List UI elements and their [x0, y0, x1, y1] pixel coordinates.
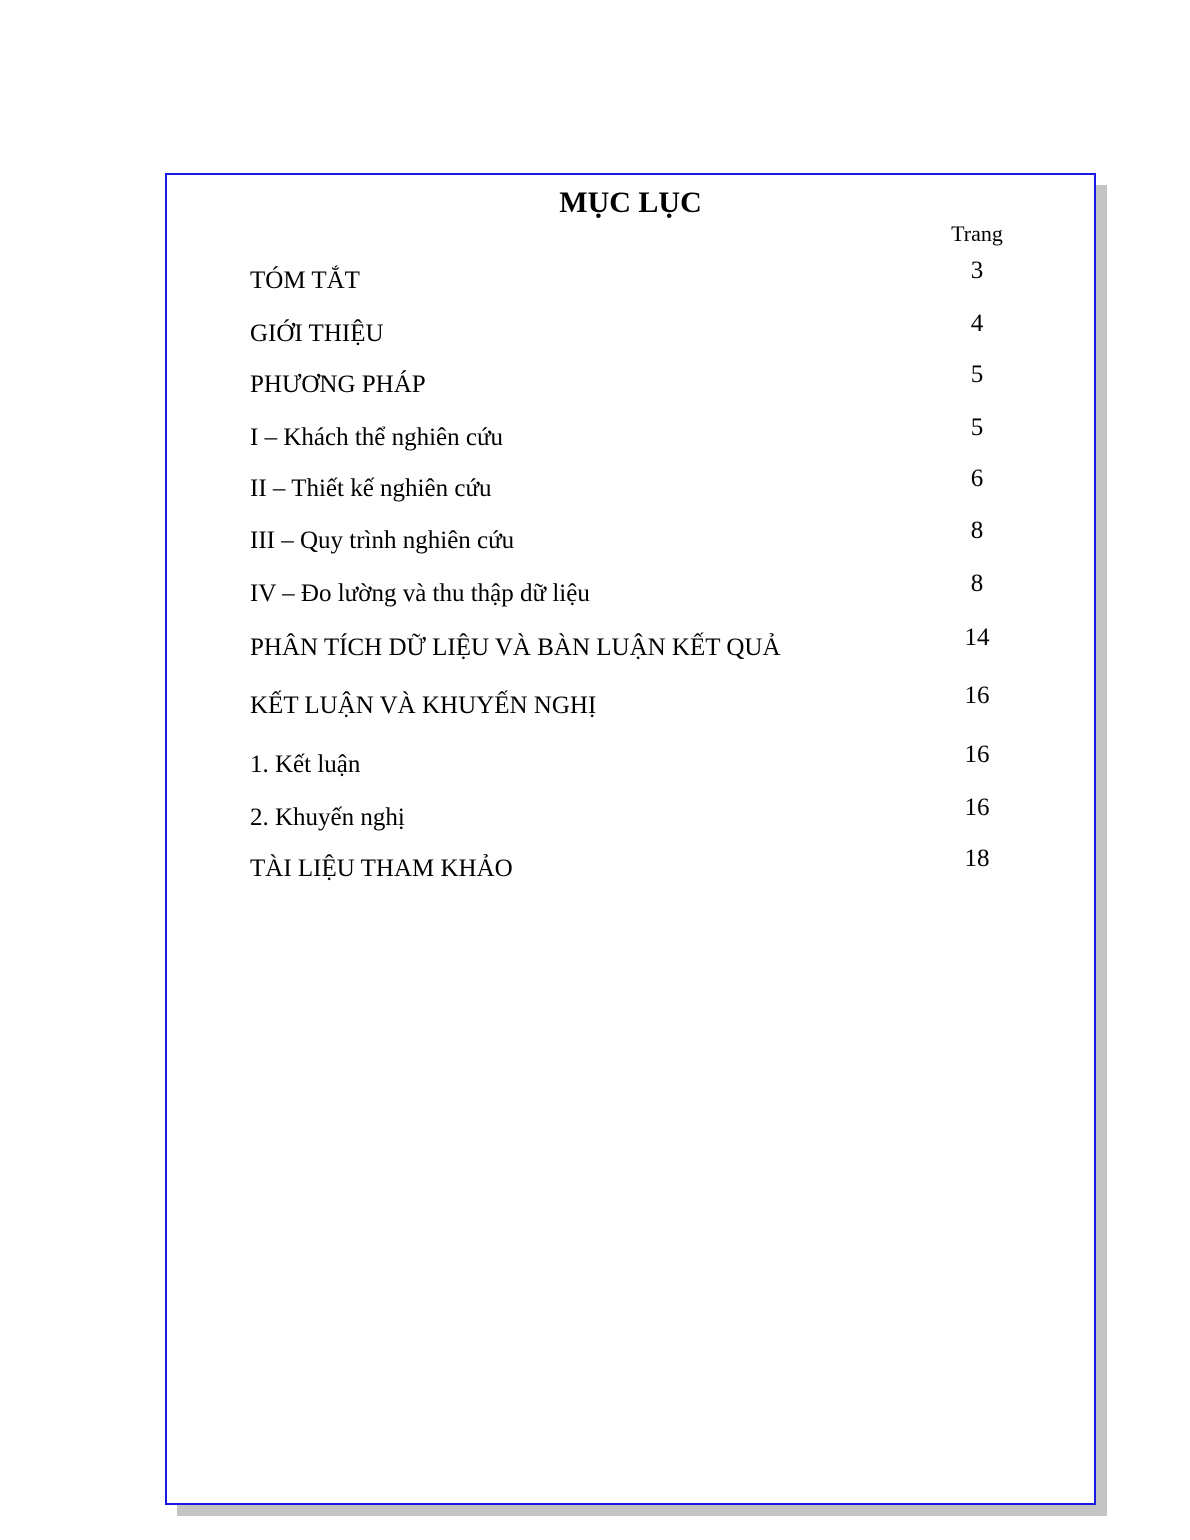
toc-entry [250, 309, 1017, 349]
toc-entry-page: 6 [970, 465, 984, 492]
toc-entry [250, 844, 1017, 884]
toc-entry-page: 16 [964, 741, 990, 768]
toc-entry [250, 681, 1017, 721]
toc-entry-label: PHƯƠNG PHÁP [250, 371, 426, 398]
toc-entry-label: TÓM TẮT [250, 267, 360, 294]
toc-entry [250, 569, 1017, 609]
toc-entry-page: 5 [970, 361, 984, 388]
page-column-header: Trang [951, 221, 1003, 246]
toc-entry [250, 793, 1017, 833]
toc-entry-page: 18 [964, 845, 990, 872]
toc-entry-page: 4 [970, 310, 984, 337]
toc-title: MỤC LỤC [559, 186, 702, 219]
toc-entry-page: 16 [964, 794, 990, 821]
toc-entry-label: II – Thiết kế nghiên cứu [250, 475, 492, 502]
toc-entry-label: KẾT LUẬN VÀ KHUYẾN NGHỊ [250, 692, 597, 719]
toc-entry-label: IV – Đo lường và thu thập dữ liệu [250, 580, 590, 607]
toc-entry-label: III – Quy trình nghiên cứu [250, 527, 515, 554]
toc-entry-page: 14 [964, 624, 990, 651]
toc-entry-label: I – Khách thể nghiên cứu [250, 424, 504, 451]
toc-entry-page: 5 [970, 414, 984, 441]
toc-entry [250, 516, 1017, 556]
toc-entry [250, 740, 1017, 780]
toc-entry-page: 3 [970, 257, 984, 284]
toc-entry [250, 256, 1017, 296]
toc-entry-label: TÀI LIỆU THAM KHẢO [250, 855, 513, 882]
toc-entry [250, 464, 1017, 504]
toc-entry-label: GIỚI THIỆU [250, 320, 384, 347]
toc-entry-page: 16 [964, 682, 990, 709]
toc-entry [250, 623, 1017, 663]
toc-entry [250, 360, 1017, 400]
toc-entry-label: PHÂN TÍCH DỮ LIỆU VÀ BÀN LUẬN KẾT QUẢ [250, 634, 781, 661]
toc-frame [165, 173, 1096, 1505]
toc-entry [250, 413, 1017, 453]
toc-entry-label: 2. Khuyến nghị [250, 804, 405, 831]
toc-entry-page: 8 [970, 517, 984, 544]
toc-entry-label: 1. Kết luận [250, 751, 361, 778]
toc-entry-page: 8 [970, 570, 984, 597]
